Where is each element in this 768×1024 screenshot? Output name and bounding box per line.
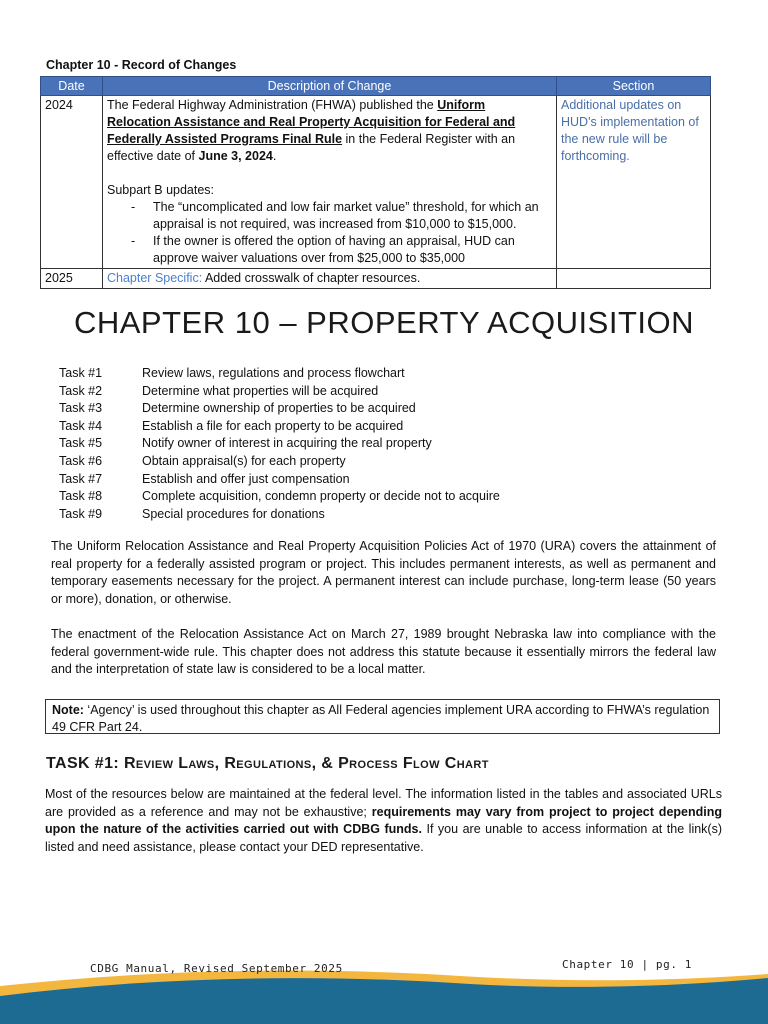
list-item: - The “uncomplicated and low fair market value” threshold, for which an appraisal is not required, was increased from $10,000 to $15,000. xyxy=(127,199,552,233)
row-section: Additional updates on HUD's implementation of the new rule will be forthcoming. xyxy=(557,96,711,269)
row-date: 2024 xyxy=(41,96,103,269)
task-text: Complete acquisition, condemn property or decide not to acquire xyxy=(142,489,500,504)
task-number: Task #6 xyxy=(59,453,103,468)
list-item xyxy=(59,384,500,402)
chapter-specific-label: Chapter Specific: xyxy=(107,271,203,285)
task-text: Review laws, regulations and process flowchart xyxy=(142,366,405,380)
desc-text: Added crosswalk of chapter resources. xyxy=(202,271,421,285)
list-item xyxy=(59,401,500,419)
task-number: Task #3 xyxy=(59,401,103,416)
row-description xyxy=(103,269,557,289)
row-description xyxy=(103,96,557,269)
table-row xyxy=(41,269,711,289)
nebraska-law-paragraph: The enactment of the Relocation Assistance Act on March 27, 1989 brought Nebraska law into compliance with the federal government-wide rule. This chapter does not address this statute because it essentially mirrors the federal law and the interpretation of state law is considered to be a local matter. xyxy=(51,627,716,677)
list-item xyxy=(59,366,500,384)
desc-text: The Federal Highway Administration (FHWA) published the xyxy=(107,98,438,112)
task-text: Special procedures for donations xyxy=(142,506,325,521)
note-label: Note: xyxy=(52,703,84,717)
list-item xyxy=(59,419,500,437)
para-text: If you are unable to access information at the link(s) listed and need assistance, please contact your DED representative. xyxy=(45,822,722,855)
header-date: Date xyxy=(41,77,103,96)
resources-paragraph xyxy=(45,786,722,857)
task-number: Task #5 xyxy=(59,436,103,451)
task-text: Obtain appraisal(s) for each property xyxy=(142,453,346,468)
list-item: - If the owner is offered the option of having an appraisal, HUD can approve waiver valuations over from $25,000 to $35,000 xyxy=(127,233,552,267)
record-of-changes-table xyxy=(40,76,711,289)
table-header-row xyxy=(41,77,711,96)
task-text: Establish and offer just compensation xyxy=(142,471,350,486)
requirements-emphasis: requirements may vary from project to project depending upon the nature of the activities carried out with CDBG funds. xyxy=(45,804,722,837)
desc-text: . xyxy=(272,149,277,163)
footer-manual-name: CDBG Manual, Revised September 2025 xyxy=(90,962,343,975)
updates-list xyxy=(107,199,552,267)
record-of-changes-title: Chapter 10 - Record of Changes xyxy=(46,58,237,72)
task-number: Task #4 xyxy=(59,418,103,433)
header-description: Description of Change xyxy=(103,77,557,96)
final-rule-title: Uniform Relocation Assistance and Real Property Acquisition for Federal and Federally Assisted Programs Final Rule xyxy=(107,98,516,146)
list-item xyxy=(59,454,500,472)
list-item xyxy=(59,489,500,507)
header-section: Section xyxy=(557,77,711,96)
task-text: Notify owner of interest in acquiring the real property xyxy=(142,436,432,451)
task-text: Determine ownership of properties to be acquired xyxy=(142,401,416,416)
effective-date: June 3, 2024 xyxy=(198,149,273,163)
desc-text: in the Federal Register with an effective date of xyxy=(107,132,516,163)
task-text: Establish a file for each property to be acquired xyxy=(142,418,404,433)
ura-paragraph: The Uniform Relocation Assistance and Real Property Acquisition Policies Act of 1970 (URA) covers the attainment of real property for a federally assisted program or project. This includes permanent interests, as well as permanent and temporary easements necessary for the project. A permanent interest can include purchase, long-term lease (50 years or more), donation, or otherwise. xyxy=(51,539,716,607)
task-number: Task #8 xyxy=(59,489,103,504)
list-item xyxy=(59,472,500,490)
chapter-title: CHAPTER 10 – PROPERTY ACQUISITION xyxy=(73,305,695,340)
subpart-label: Subpart B updates: xyxy=(107,183,215,197)
task-text: Determine what properties will be acquired xyxy=(142,383,379,398)
note-text: ‘Agency’ is used throughout this chapter as All Federal agencies implement URA according to FHWA’s regulation 49 CFR Part 24. xyxy=(52,703,710,734)
footer-page-number: Chapter 10 | pg. 1 xyxy=(562,958,693,971)
row-date: 2025 xyxy=(41,269,103,289)
row-section xyxy=(557,269,711,289)
note-box xyxy=(45,699,720,734)
para-text: Most of the resources below are maintained at the federal level. The information listed in the tables and associated URLs are provided as a reference and may not be exhaustive; xyxy=(45,787,722,819)
task-list xyxy=(59,366,500,524)
task-number: Task #1 xyxy=(59,366,103,380)
table-row xyxy=(41,96,711,269)
list-item xyxy=(59,436,500,454)
task-number: Task #9 xyxy=(59,506,103,521)
task-number: Task #2 xyxy=(59,383,103,398)
task1-heading: TASK #1: Review Laws, Regulations, & Process Flow Chart xyxy=(46,755,489,772)
task-number: Task #7 xyxy=(59,471,103,486)
list-item xyxy=(59,507,500,525)
